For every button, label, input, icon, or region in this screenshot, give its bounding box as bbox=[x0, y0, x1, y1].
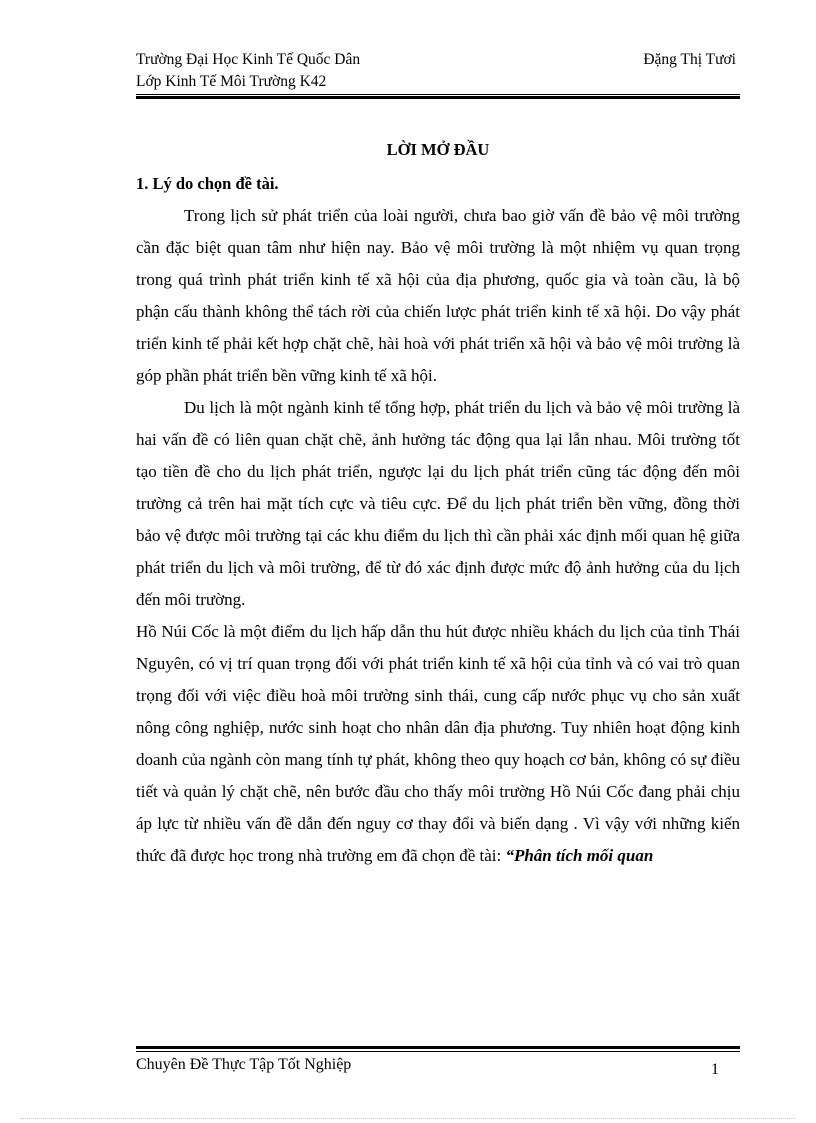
paragraph-3-emphasis: “Phân tích mối quan bbox=[505, 846, 654, 865]
paragraph-1: Trong lịch sử phát triển của loài người, chưa bao giờ vấn đề bảo vệ môi trường cần đặc biệt quan tâm như hiện nay. Bảo vệ môi trường là một nhiệm vụ quan trọng trong quá trình phát triển kinh tế xã hội của địa phương, quốc gia và toàn cầu, là bộ phận cấu thành không thể tách rời của chiến lược phát triển kinh tế xã hội. Do vậy phát triển kinh tế phải kết hợp chặt chẽ, hài hoà với phát triển xã hội và bảo vệ môi trường là góp phần phát triển bền vững kinh tế xã hội. bbox=[136, 206, 740, 385]
header-rule-thick bbox=[136, 96, 740, 99]
page-number: 1 bbox=[711, 1061, 719, 1078]
footer-rule-thin bbox=[136, 1051, 740, 1052]
document-body bbox=[136, 200, 740, 872]
footer-rule-thick bbox=[136, 1046, 740, 1049]
paragraph-2: Du lịch là một ngành kinh tế tổng hợp, phát triển du lịch và bảo vệ môi trường là hai vấn đề có liên quan chặt chẽ, ảnh hưởng tác động qua lại lẫn nhau. Môi trường tốt tạo tiền đề cho du lịch phát triển, ngược lại du lịch phát triển cũng tác động đến môi trường cả trên hai mặt tích cực và tiêu cực. Để du lịch phát triển bền vững, đồng thời bảo vệ được môi trường tại các khu điểm du lịch thì cần phải xác định mối quan hệ giữa phát triển du lịch và môi trường, để từ đó xác định được mức độ ảnh hưởng của du lịch đến môi trường. bbox=[136, 398, 740, 609]
page-bottom-border bbox=[20, 1118, 796, 1119]
paragraph-3 bbox=[136, 616, 740, 872]
header-author: Đặng Thị Tươi bbox=[643, 51, 736, 68]
section-heading: 1. Lý do chọn đề tài. bbox=[136, 174, 279, 193]
footer-label: Chuyên Đề Thực Tập Tốt Nghiệp bbox=[136, 1056, 352, 1073]
paragraph-3-text: Hồ Núi Cốc là một điểm du lịch hấp dẫn thu hút được nhiều khách du lịch của tỉnh Thái Nguyên, có vị trí quan trọng đối với phát triển kinh tế xã hội của tỉnh và có vai trò quan trọng đối với việc điều hoà môi trường sinh thái, cung cấp nước phục vụ cho sản xuất nông công nghiệp, nước sinh hoạt cho nhân dân địa phương. Tuy nhiên hoạt động kinh doanh của ngành còn mang tính tự phát, không theo quy hoạch cơ bản, không có sự điều tiết và quản lý chặt chẽ, nên bước đầu cho thấy môi trường Hồ Núi Cốc đang phải chịu áp lực từ nhiều vấn đề dẫn đến nguy cơ thay đổi và biến dạng . Vì vậy với những kiến thức đã được học trong nhà trường em đã chọn đề tài: bbox=[136, 622, 740, 865]
page-title: LỜI MỞ ĐẦU bbox=[386, 140, 490, 159]
header-class: Lớp Kinh Tế Môi Trường K42 bbox=[136, 73, 327, 90]
header-rule-thin bbox=[136, 94, 740, 95]
header-school: Trường Đại Học Kinh Tế Quốc Dân bbox=[136, 51, 361, 68]
